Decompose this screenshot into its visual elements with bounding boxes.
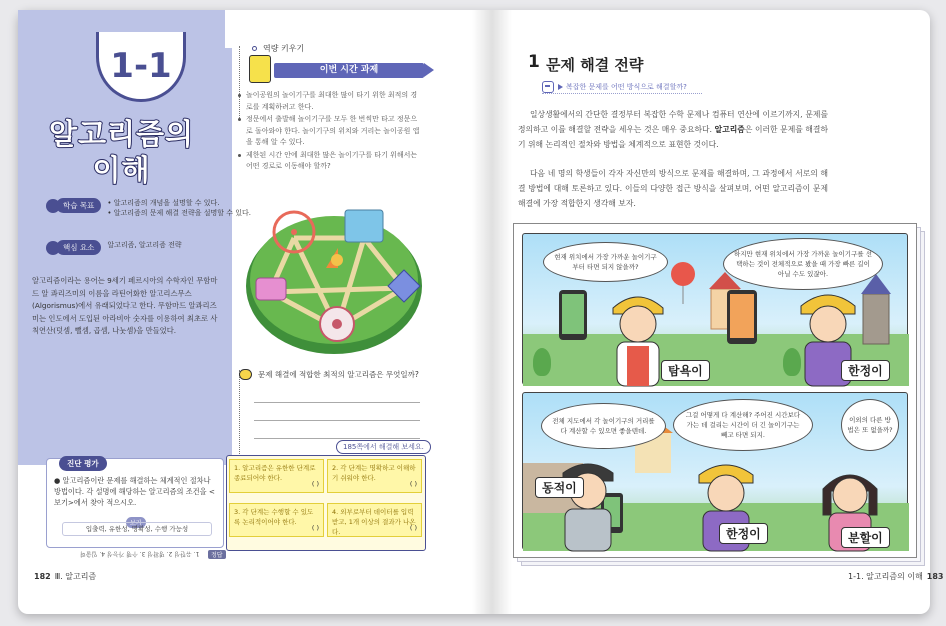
- body-paragraph-2: 다음 네 명의 학생들이 각자 자신만의 방식으로 문제를 해결하며, 그 과정에서 서로의 해결 방법에 대해 토론하고 있다. 이들의 다양한 접근 방식을 살펴보며, 어떤 알고리즘이 문제 해결에 가장 적합한지 생각해 보자.: [518, 169, 828, 208]
- answer-blank[interactable]: ( ): [409, 480, 417, 488]
- answer-blank[interactable]: ( ): [311, 480, 319, 488]
- page-number: 183: [926, 572, 944, 581]
- goal-item: • 알고리즘의 개념을 설명할 수 있다.: [107, 199, 220, 207]
- question-prompt: [239, 369, 419, 380]
- quiz-item-1[interactable]: [229, 459, 324, 493]
- comic-panel-2: [522, 392, 908, 550]
- arrow-icon: [558, 84, 563, 90]
- learning-goals: [46, 198, 251, 218]
- goal-list: [107, 198, 251, 218]
- answer-line[interactable]: [254, 402, 420, 403]
- quiz-text: 2. 각 단계는 명확하고 이해하기 쉬워야 한다.: [332, 464, 416, 482]
- task-item: 제한된 시간 안에 최대한 많은 놀이기구를 타기 위해서는 어떤 경로로 이동해야 할까?: [246, 150, 421, 173]
- task-item: 정문에서 출발해 놀이기구를 모두 한 번씩만 타고 정문으로 돌아와야 한다. 놀이기구의 위치와 거리는 놀이공원 앱을 통해 알 수 있다.: [246, 114, 421, 149]
- answer-line[interactable]: [254, 438, 420, 439]
- bold-term: 알고리즘: [714, 125, 745, 134]
- dot-icon: [252, 46, 257, 51]
- right-page-footer: [848, 571, 944, 582]
- speech-bubble-2: 하지만 현재 위치에서 가장 가까운 놀이기구를 선택하는 것이 전체적으로 봤을 때 가장 빠른 길이 아닐 수도 있잖아.: [723, 238, 883, 290]
- answer-blank[interactable]: ( ): [409, 524, 417, 532]
- section-title: 문제 해결 전략: [546, 56, 644, 74]
- quiz-text: 4. 외부로부터 데이터를 입력받고, 1개 이상의 결과가 나온다.: [332, 508, 416, 536]
- box-label: 보기: [126, 517, 146, 528]
- book-gutter: [472, 10, 512, 614]
- paragraph-text: 일상생활에서의 간단한 결정부터 복잡한 수학 문제나 컴퓨터 연산에 이르기까지, 문제를 정의하고 이를 해결할 전략을 세우는 것은 매우 중요하다.: [518, 110, 828, 134]
- robot-icon: [542, 81, 554, 93]
- chapter-title: [18, 116, 225, 188]
- textbook-spread: [18, 10, 944, 614]
- task-item: 놀이공원의 놀이기구를 최대한 많이 타기 위한 최적의 경로를 계획하려고 한다.: [246, 90, 421, 113]
- answer-blank[interactable]: ( ): [311, 524, 319, 532]
- competency-tag: [252, 43, 304, 54]
- diagnosis-text: ● 알고리즘이란 문제를 해결하는 체계적인 절차나 방법이다. 각 설명에 해당하는 알고리즘의 조건을 <보기>에서 찾아 적으시오.: [54, 476, 215, 507]
- diagnosis-label: 진단 평가: [59, 456, 107, 471]
- character-name-4: 한정이: [719, 523, 768, 544]
- chapter-number-badge: 1-1: [96, 32, 186, 102]
- speech-bubble-1: 현재 위치에서 가장 가까운 놀이기구부터 타면 되지 않을까?: [543, 242, 668, 282]
- dotted-connector: [239, 46, 240, 118]
- quiz-item-3[interactable]: [229, 503, 324, 537]
- key-elements: [46, 240, 182, 255]
- character-name-5: 분할이: [841, 527, 890, 548]
- dynamic-character: [553, 451, 623, 551]
- dotted-underline: [542, 93, 702, 94]
- page-reference-link[interactable]: 185쪽에서 해결해 보세요.: [336, 440, 431, 454]
- comic-panel-1: [522, 233, 908, 385]
- key-text: 알고리즘, 알고리즘 전략: [107, 241, 182, 249]
- sub-question: [542, 81, 687, 93]
- answer-line[interactable]: [254, 420, 420, 421]
- goal-label: 학습 목표: [56, 198, 101, 213]
- speech-bubble-icon: [239, 369, 252, 380]
- quiz-text: 1. 알고리즘은 유한한 단계로 종료되어야 한다.: [234, 464, 316, 482]
- body-paragraph-1: [518, 107, 828, 152]
- dotted-connector: [239, 370, 240, 458]
- quiz-text: 3. 각 단계는 수행할 수 있도록 논리적이어야 한다.: [234, 508, 314, 526]
- clipboard-icon: [249, 55, 271, 83]
- goal-item: • 알고리즘의 문제 해결 전략을 설명할 수 있다.: [107, 209, 252, 217]
- task-list: [246, 90, 421, 174]
- left-page-footer: [34, 571, 96, 582]
- sidebar-paragraph: 알고리즘이라는 용어는 9세기 페르시아의 수학자인 무함마드 알 콰리즈미의 이름을 라틴어화한 알고리스무스(Algorismus)에서 유래되었다고 한다. 무함마드 알콰리즈미는 인도에서 도입된 아라비아 숫자를 이용하여 최초로 사칙연산(덧셈, 뺄셈, 곱셈, 나눗셈)을 만들었다.: [32, 276, 218, 335]
- quiz-item-4[interactable]: [327, 503, 422, 537]
- question-text: 문제 해결에 적합한 최적의 알고리즘은 무엇일까?: [258, 370, 419, 379]
- chapter-title-line1: 알고리즘의: [48, 117, 195, 151]
- page-section: 1-1. 알고리즘의 이해: [848, 572, 923, 581]
- paragraph-text: 은 이러한 문제를 해결하기 위해 논리적인 절차와 방법을 체계적으로 표현한 것이다.: [518, 125, 828, 149]
- section-number: 1: [528, 52, 540, 72]
- options-box: 입출력, 유한성, 명확성, 수행 가능성: [62, 522, 212, 536]
- sidebar-edge: [225, 48, 232, 465]
- chapter-title-line2: 이해: [92, 153, 151, 187]
- speech-bubble-4: 그걸 어떻게 다 계산해? 주어진 시간보다 가는 데 걸리는 시간이 더 긴 놀이기구는 빼고 타면 되지.: [673, 399, 813, 451]
- quiz-item-2[interactable]: [327, 459, 422, 493]
- speech-bubble-5: 이외의 다른 방법은 또 없을까?: [841, 399, 899, 451]
- page-number: 182: [34, 572, 51, 581]
- speech-bubble-3: 전체 지도에서 각 놀이기구의 거리를 다 계산할 수 있으면 좋을텐데.: [541, 403, 666, 449]
- answer-tag: 정답: [208, 550, 226, 559]
- comic-strip: [513, 223, 917, 558]
- answer-footnote: 1. 유한성 2. 명확성 3. 수행 가능성 4. 입출력: [80, 550, 200, 557]
- amusement-park-illustration: [242, 188, 427, 363]
- competency-label: 역량 키우기: [263, 44, 305, 53]
- character-name-3: 동적이: [535, 477, 584, 498]
- key-label: 핵심 요소: [56, 240, 101, 255]
- sub-question-text: 복잡한 문제를 어떤 방식으로 해결할까?: [566, 83, 687, 91]
- character-name-1: 탐욕이: [661, 360, 710, 381]
- task-title: 이번 시간 과제: [274, 63, 424, 78]
- character-name-2: 한정이: [841, 360, 890, 381]
- page-section: Ⅲ. 알고리즘: [54, 572, 97, 581]
- tree: [533, 348, 551, 376]
